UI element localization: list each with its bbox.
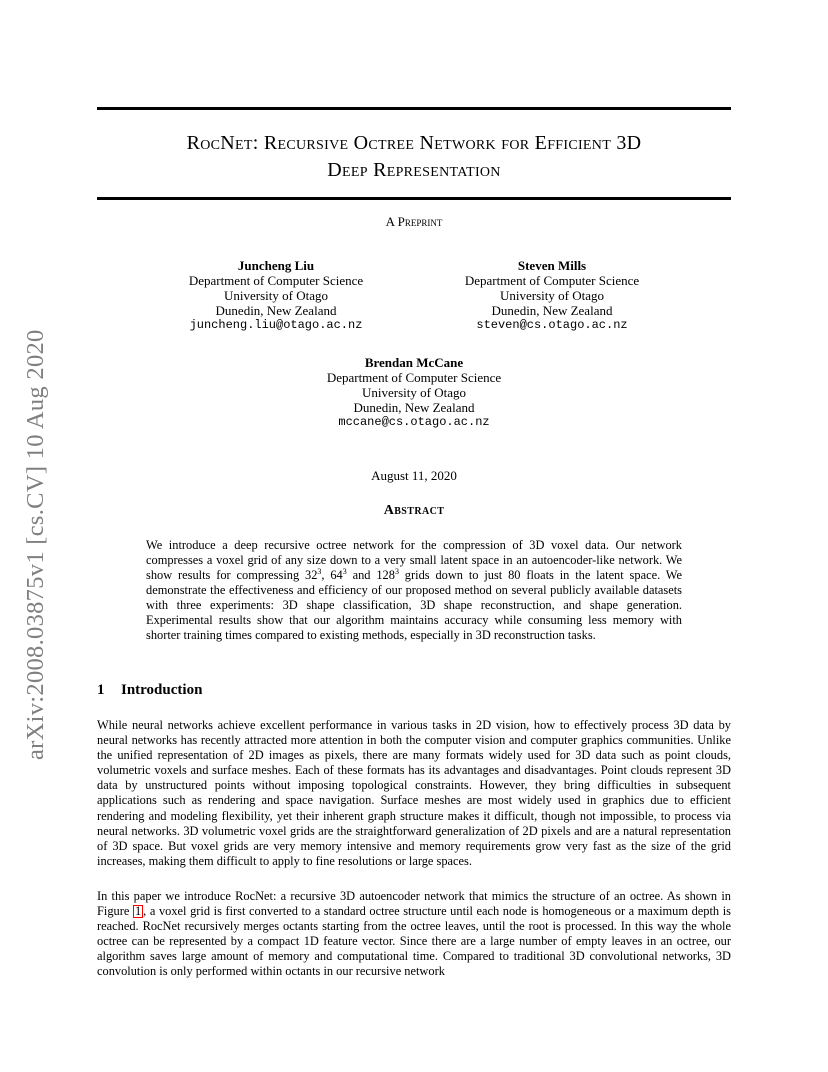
author-department: Department of Computer Science <box>326 370 502 385</box>
abstract-part-2: grids down to just 80 floats in the latent space. We demonstrate the effectiveness and efficiency of our proposed method on several publicly available datasets with three experiments: 3D shape classification, 3D shape reconstruction, and shape generation. Experimental results show that our algorithm maintains accuracy while consuming less memory with shorter training times compared to existing methods, especially in 3D reconstruction tasks. <box>146 568 682 642</box>
author-name: Juncheng Liu <box>237 258 315 273</box>
figure-1-link[interactable]: 1 <box>134 904 142 919</box>
grid-size-1: 32 <box>305 568 318 582</box>
abstract-separator: and <box>346 568 377 582</box>
arxiv-identifier: arXiv:2008.03875v1 [cs.CV] 10 Aug 2020 <box>22 329 49 760</box>
title-line-1: RocNet: Recursive Octree Network for Efficient 3D <box>186 132 642 154</box>
author-department: Department of Computer Science <box>188 273 364 288</box>
title-top-rule <box>97 107 731 110</box>
grid-exponent: 3 <box>342 566 347 576</box>
author-name: Steven Mills <box>517 258 587 273</box>
author-location: Dunedin, New Zealand <box>491 303 613 318</box>
intro-paragraph-1: While neural networks achieve excellent performance in various tasks in 2D vision, how to effectively process 3D data by neural networks has recently attracted more attention in both the computer vision and computer graphics communities. Unlike the unified representation of 2D images as pixels, there are many formats widely used for 3D data such as point clouds, volumetric voxels and surface meshes. Each of these formats has its advantages and disadvantages. Point clouds represent 3D data by unstructured points without imposing topological constraints. However, they bring difficulties in subsequent applications such as rendering and space navigation. Surface meshes are most widely used in graphics due to efficient rendering and modeling flexibility, yet their inherent graph structure makes it difficult, though not impossible, to process via neural networks. 3D volumetric voxel grids are the straightforward generalization of 2D pixels and are a natural representation of 3D space. But voxel grids are very memory intensive and memory requirements grow very fast as the size of the grid increases, making them difficult to apply to fine resolutions or large spaces. <box>97 718 731 868</box>
title-line-2: Deep Representation <box>327 159 501 181</box>
paper-title <box>97 130 731 184</box>
author-location: Dunedin, New Zealand <box>353 400 475 415</box>
author-university: University of Otago <box>224 288 328 303</box>
section-heading <box>97 682 202 699</box>
intro-paragraph-2-start: In this paper we introduce RocNet: a recursive 3D autoencoder network that mimics the structure of an octree. As shown in Figure <box>97 889 731 919</box>
author-location: Dunedin, New Zealand <box>215 303 337 318</box>
author-email[interactable]: mccane@cs.otago.ac.nz <box>338 415 490 429</box>
author-block-2 <box>436 258 668 333</box>
author-university: University of Otago <box>362 385 466 400</box>
section-number: 1 <box>97 682 105 698</box>
abstract-heading: Abstract <box>383 503 445 518</box>
grid-size-2: 64 <box>330 568 343 582</box>
title-bottom-rule <box>97 197 731 200</box>
intro-paragraph-2-rest: , a voxel grid is first converted to a standard octree structure until each node is homogeneous or a maximum depth is reached. RocNet recursively merges octants starting from the octree leaves, until the root is processed. In this way the whole octree can be represented by a compact 1D feature vector. Since there are a large number of empty leaves in an octree, our algorithm saves large amount of memory and computational time. Compared to traditional 3D convolutional networks, 3D convolution is only performed within octants in our recursive network <box>97 904 731 979</box>
intro-paragraph-2 <box>97 889 731 980</box>
author-email[interactable]: juncheng.liu@otago.ac.nz <box>189 318 363 332</box>
paper-date: August 11, 2020 <box>371 468 457 483</box>
abstract-separator: , <box>321 568 331 582</box>
author-department: Department of Computer Science <box>464 273 640 288</box>
author-block-3 <box>298 355 530 430</box>
author-email[interactable]: steven@cs.otago.ac.nz <box>476 318 628 332</box>
abstract-part-1: We introduce a deep recursive octree network for the compression of 3D voxel data. Our network compresses a voxel grid of any size down to a very small latent space in an autoencoder-like network. We show results for compressing <box>146 538 682 582</box>
author-name: Brendan McCane <box>364 355 464 370</box>
grid-exponent: 3 <box>317 566 322 576</box>
author-block-1 <box>160 258 392 333</box>
grid-exponent: 3 <box>394 566 399 576</box>
section-title: Introduction <box>121 682 203 698</box>
preprint-label: A Preprint <box>385 214 443 229</box>
grid-size-3: 128 <box>376 568 395 582</box>
abstract-text <box>146 538 682 643</box>
author-university: University of Otago <box>500 288 604 303</box>
